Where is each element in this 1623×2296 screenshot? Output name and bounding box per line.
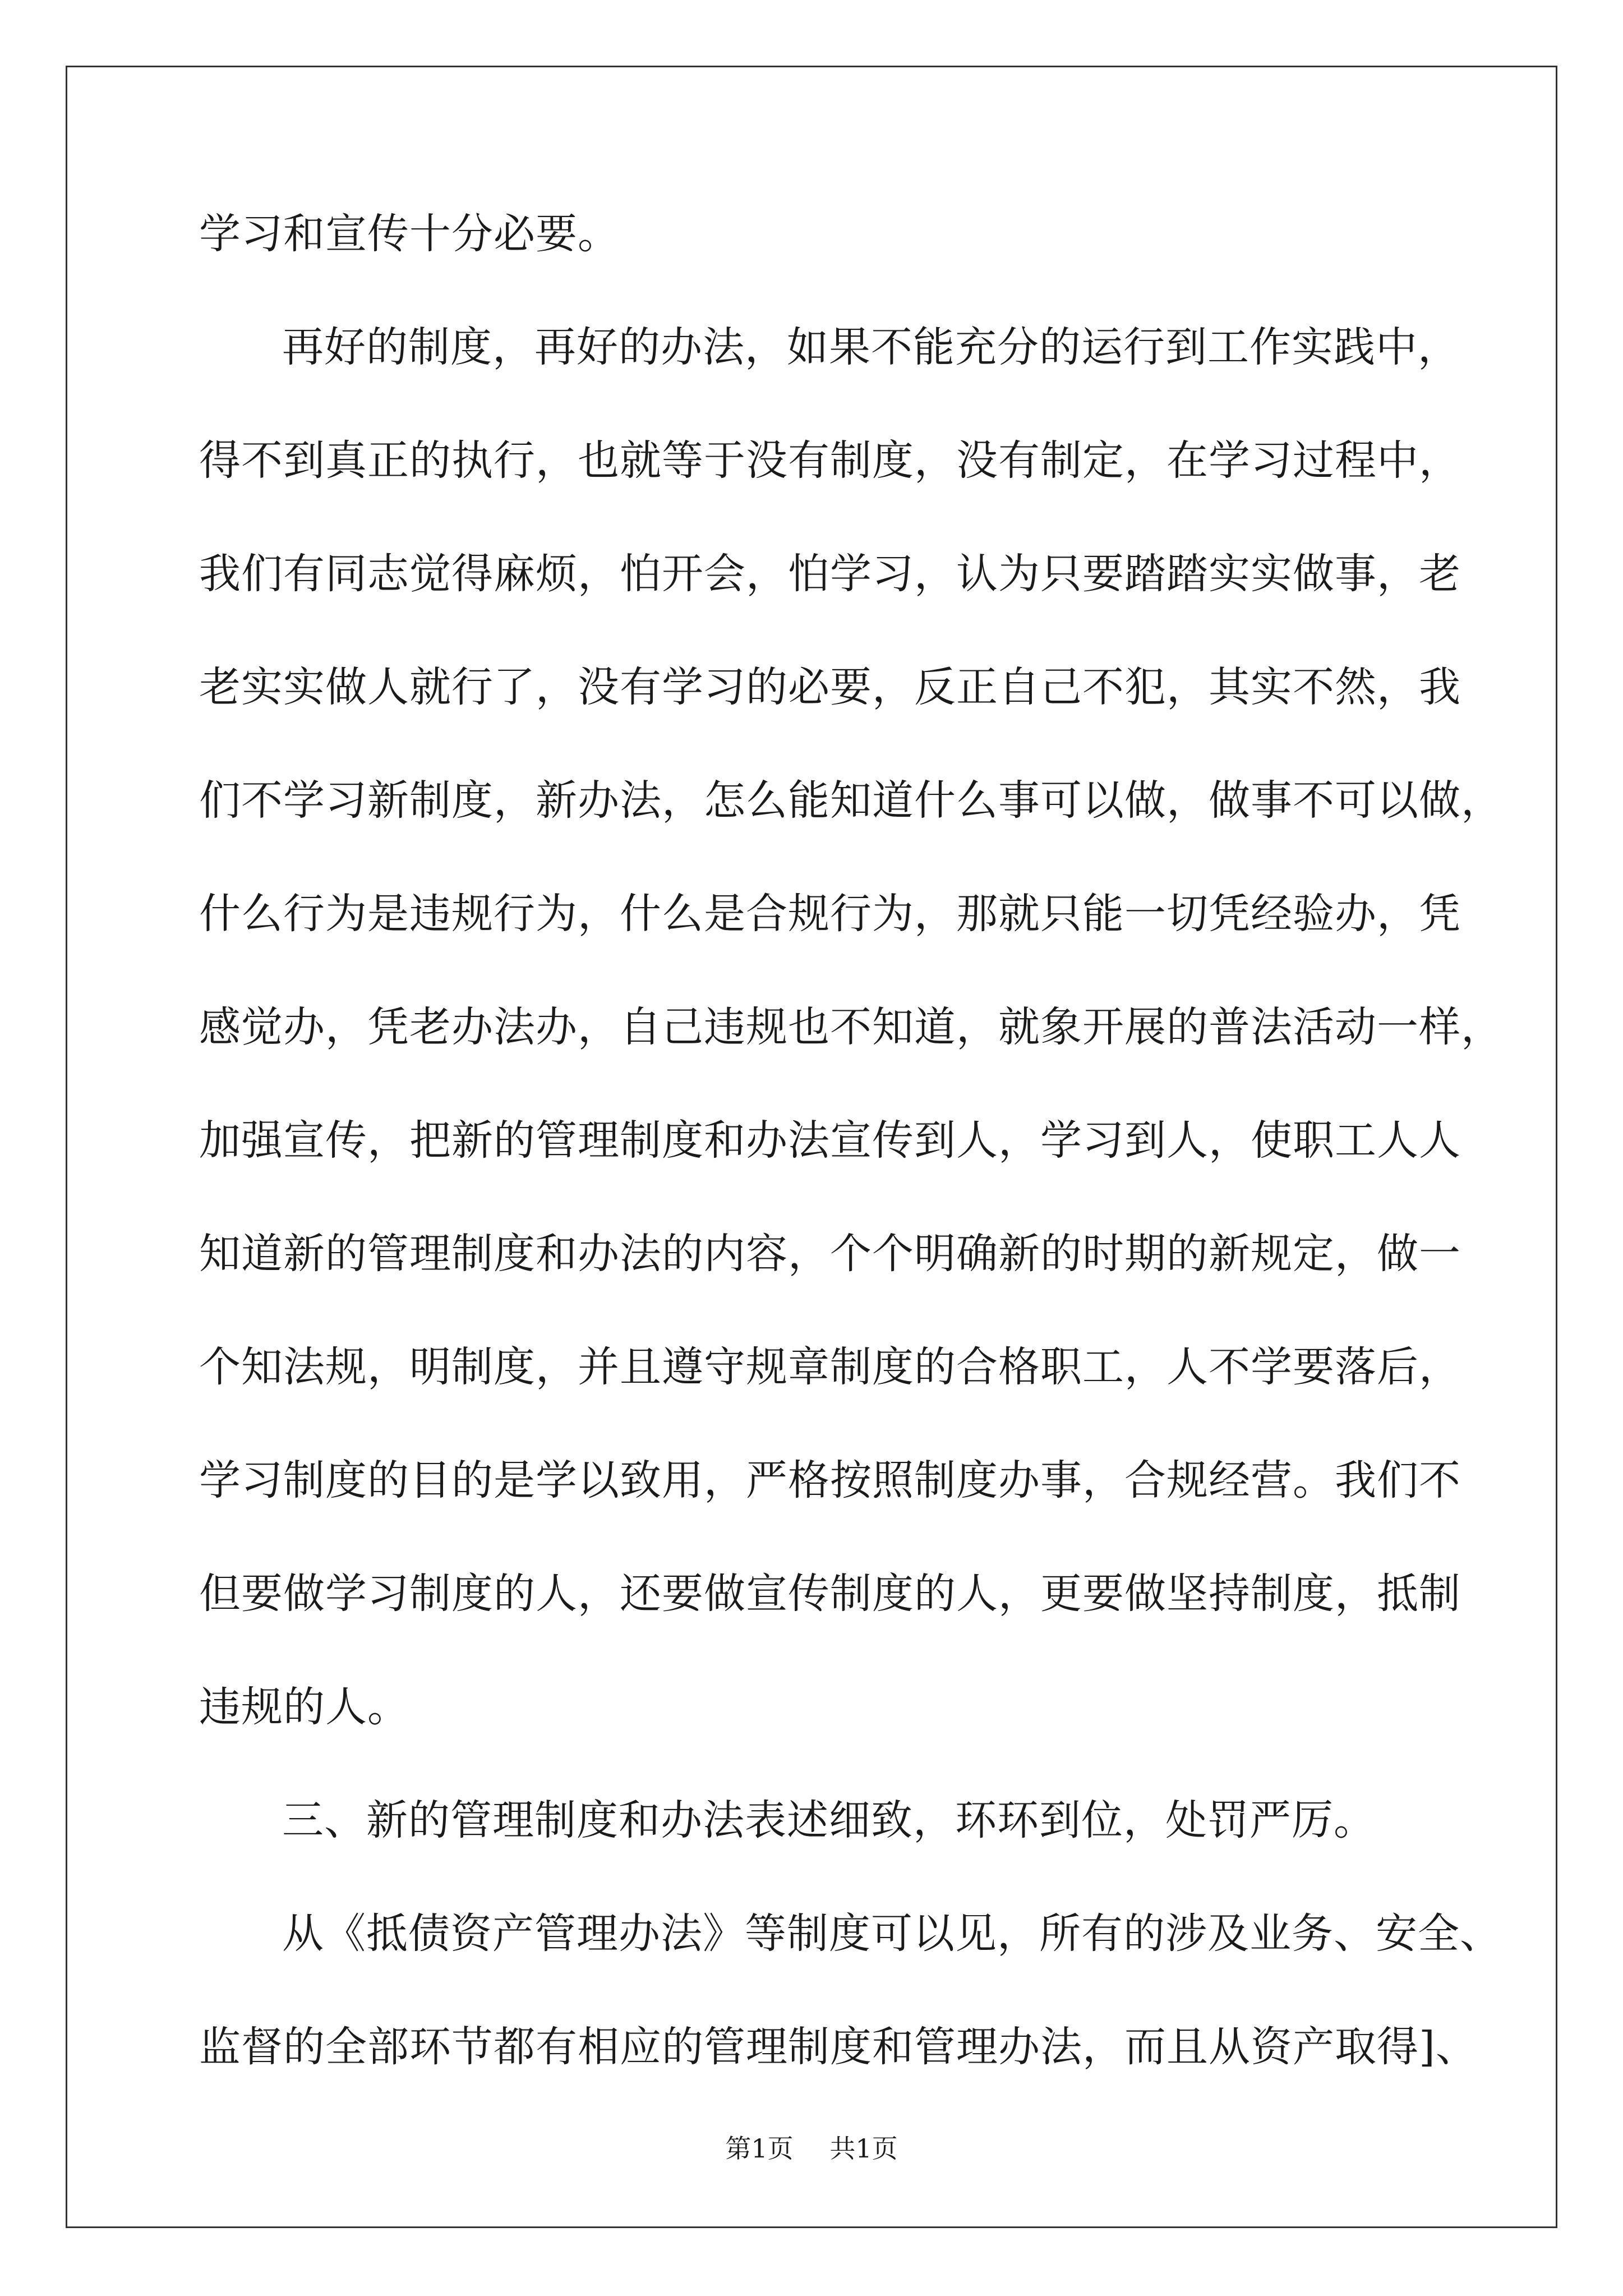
page-number: 第1页: [725, 2133, 794, 2164]
text-line: 加强宣传，把新的管理制度和办法宣传到人，学习到人，使职工人人: [199, 1116, 1461, 1165]
text-line: 三、新的管理制度和办法表述细致，环环到位，处罚严厉。: [282, 1796, 1376, 1844]
document-body: [199, 203, 1503, 2129]
text-line: 感觉办，凭老办法办，自己违规也不知道，就象开展的普法活动一样，: [199, 1003, 1503, 1051]
text-line: 知道新的管理制度和办法的内容，个个明确新的时期的新规定，做一: [199, 1230, 1461, 1278]
text-line: 再好的制度，再好的办法，如果不能充分的运行到工作实践中，: [282, 323, 1460, 371]
text-line: 们不学习新制度，新办法，怎么能知道什么事可以做，做事不可以做，: [199, 776, 1503, 825]
text-line: 我们有同志觉得麻烦，怕开会，怕学习，认为只要踏踏实实做事，老: [199, 550, 1461, 598]
page-total: 共1页: [829, 2133, 898, 2164]
text-line: 违规的人。: [199, 1683, 409, 1731]
text-line: 得不到真正的执行，也就等于没有制度，没有制定，在学习过程中，: [199, 436, 1461, 485]
text-line: 从《抵债资产管理办法》等制度可以见，所有的涉及业务、安全、: [282, 1910, 1502, 1958]
text-line: 监督的全部环节都有相应的管理制度和管理办法，而且从资产取得]、: [199, 2023, 1478, 2071]
text-line: 学习制度的目的是学以致用，严格按照制度办事，合规经营。我们不: [199, 1456, 1461, 1504]
text-line: 个知法规，明制度，并且遵守规章制度的合格职工，人不学要落后，: [199, 1343, 1461, 1391]
text-line: 什么行为是违规行为，什么是合规行为，那就只能一切凭经验办，凭: [199, 890, 1461, 938]
text-line: 但要做学习制度的人，还要做宣传制度的人，更要做坚持制度，抵制: [199, 1570, 1461, 1618]
text-line: 老实实做人就行了，没有学习的必要，反正自己不犯，其实不然，我: [199, 663, 1461, 711]
page-footer: [0, 2132, 1623, 2165]
text-line: 学习和宣传十分必要。: [199, 210, 620, 258]
